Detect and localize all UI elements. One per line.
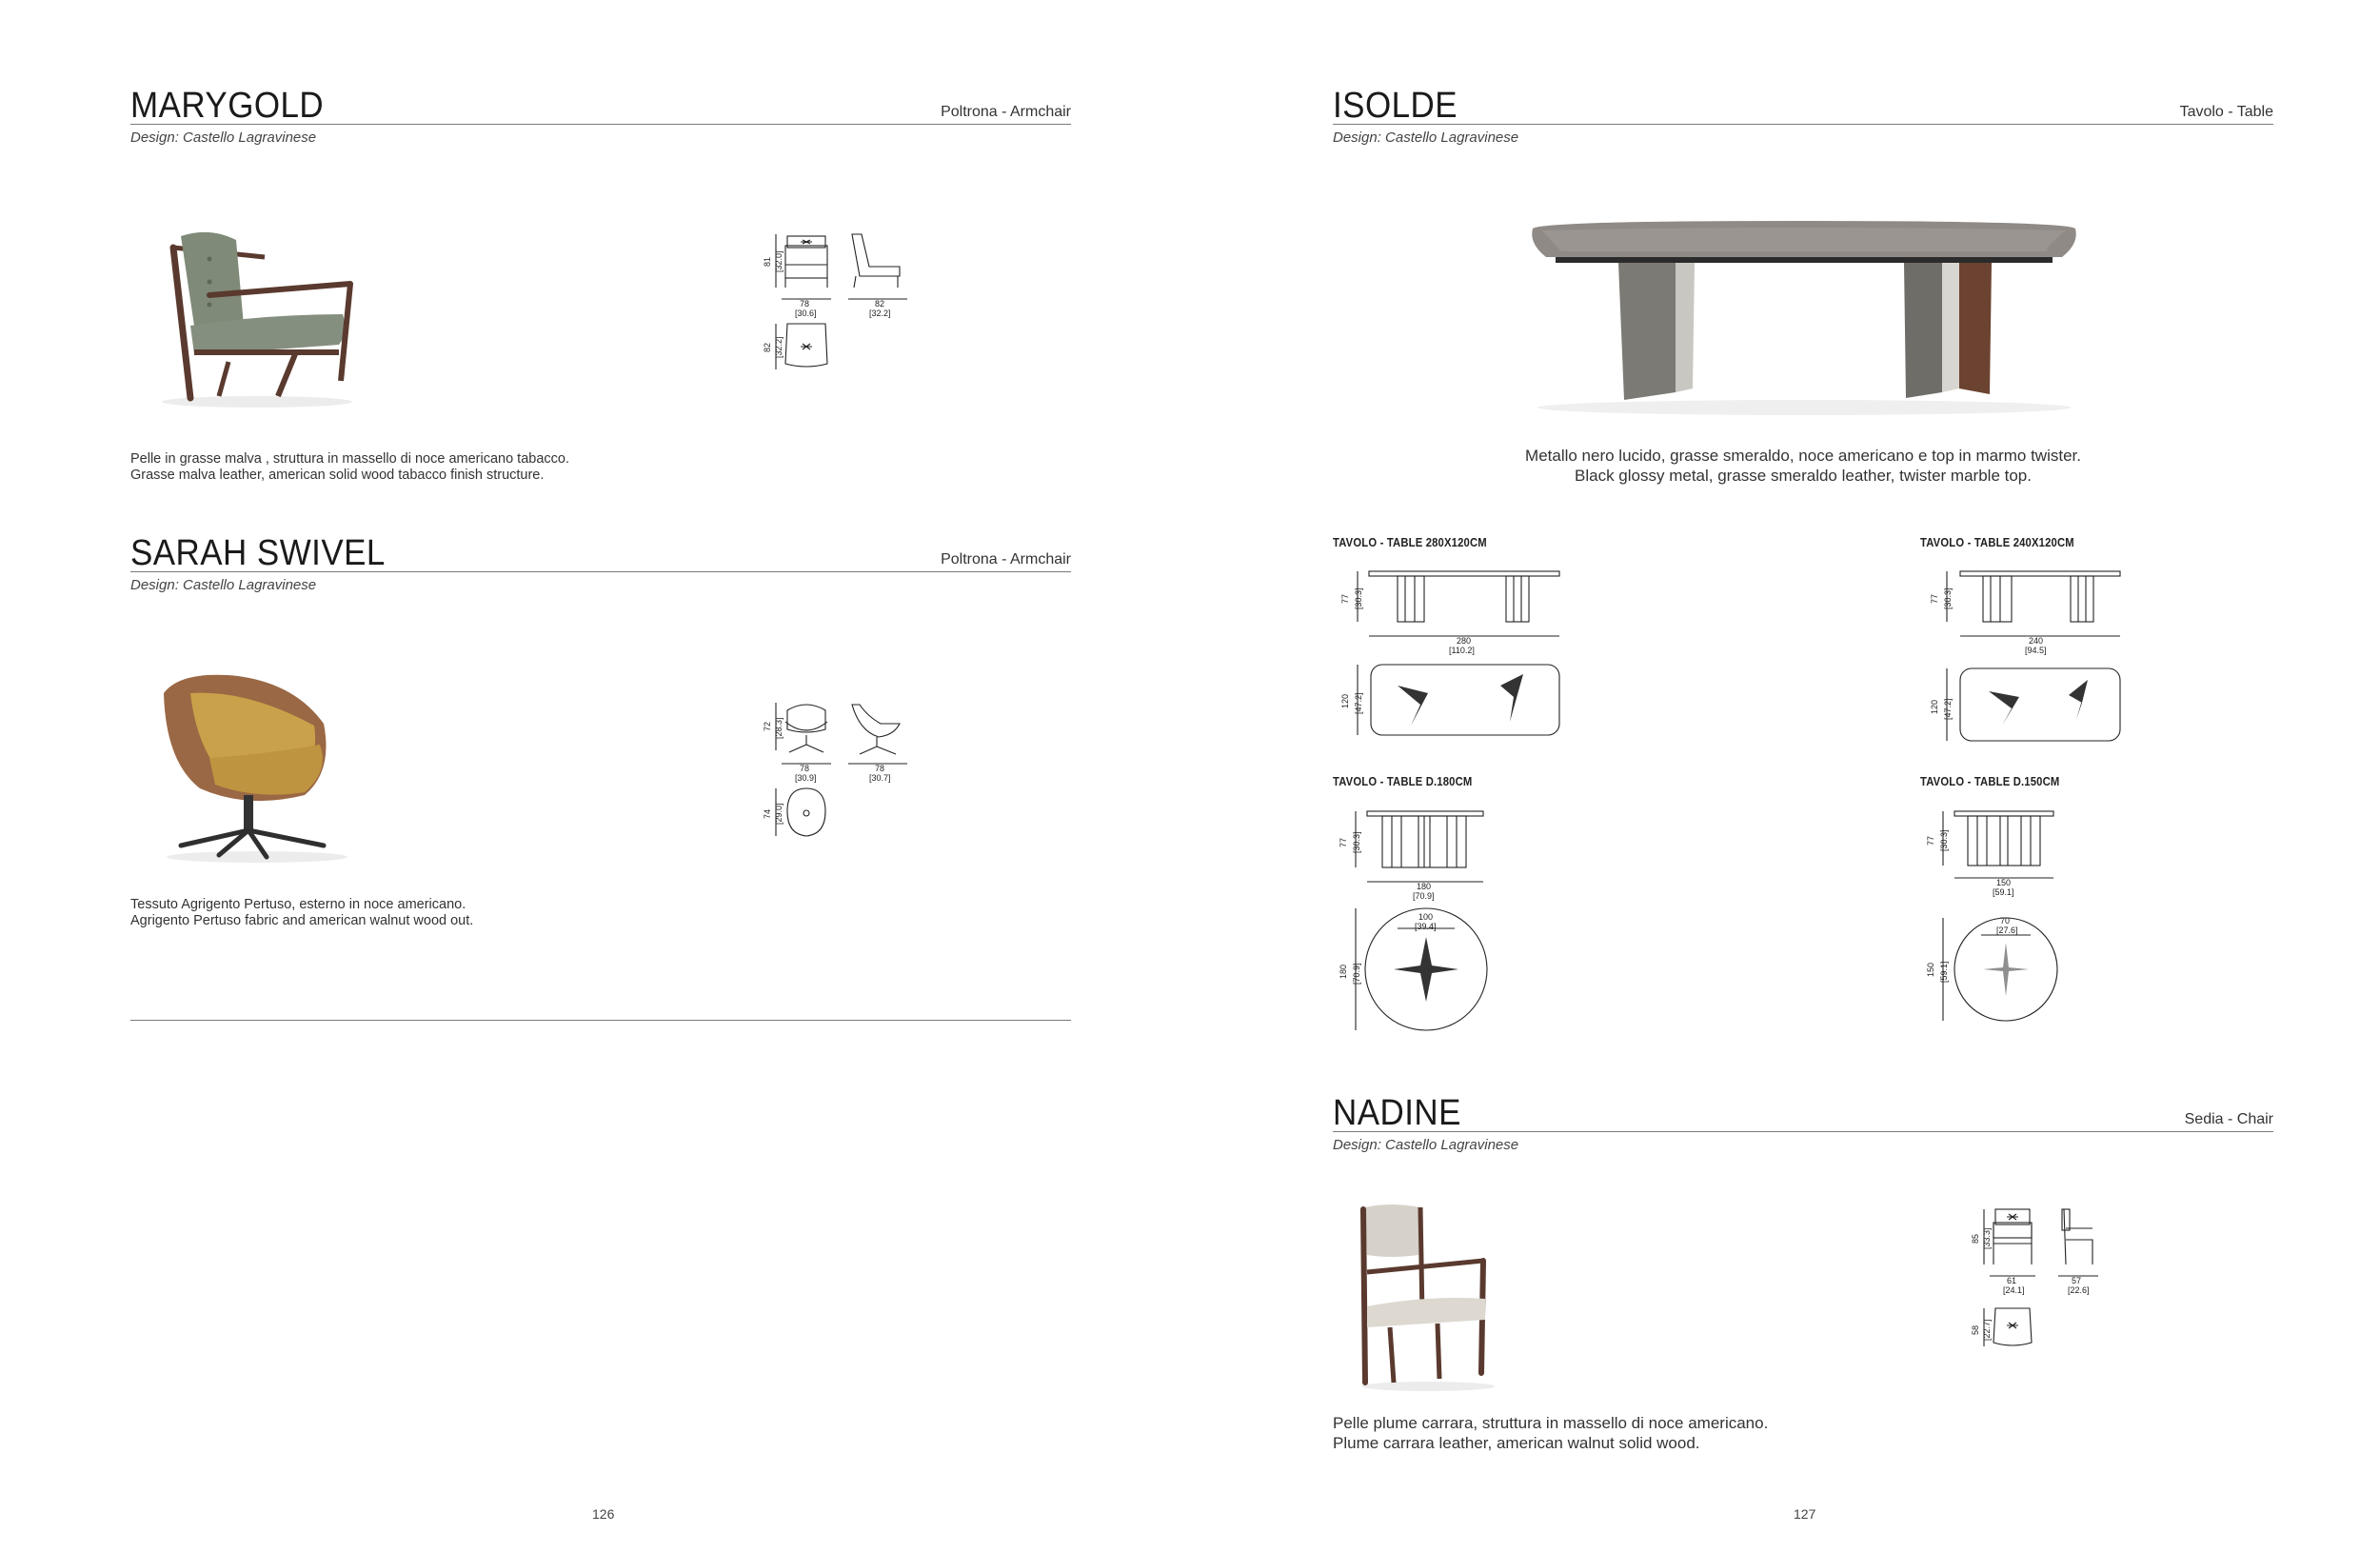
- product-category-marygold: Poltrona - Armchair: [941, 104, 1071, 120]
- svg-text:[30.3]: [30.3]: [1352, 831, 1361, 853]
- description-isolde: Metallo nero lucido, grasse smeraldo, noce americano e top in marmo twister. Black glossy metal, grasse smeraldo leather, twister marble top.: [1525, 447, 2081, 485]
- svg-text:72: 72: [763, 721, 772, 731]
- product-title-marygold: MARYGOLD: [130, 86, 325, 126]
- svg-text:[39.4]: [39.4]: [1415, 922, 1437, 931]
- header-rule: [1333, 124, 2273, 125]
- designer-nadine: Design: Castello Lagravinese: [1333, 1137, 1519, 1153]
- svg-text:[70.9]: [70.9]: [1352, 963, 1361, 985]
- svg-text:[32.2]: [32.2]: [774, 336, 783, 358]
- product-category-isolde: Tavolo - Table: [2179, 104, 2273, 120]
- svg-text:100: 100: [1418, 912, 1434, 922]
- svg-text:[30.3]: [30.3]: [1939, 829, 1949, 851]
- svg-text:82: 82: [875, 299, 885, 309]
- svg-text:[30.3]: [30.3]: [1943, 587, 1953, 609]
- svg-text:[47.2]: [47.2]: [1354, 692, 1363, 714]
- product-title-sarah-swivel: SARAH SWIVEL: [130, 533, 386, 573]
- svg-text:[110.2]: [110.2]: [1449, 646, 1475, 655]
- svg-text:85: 85: [1971, 1233, 1980, 1244]
- header-rule: [130, 124, 1071, 125]
- svg-text:[27.6]: [27.6]: [1996, 926, 2018, 935]
- nadine-technical-drawing: [1959, 1202, 2121, 1383]
- svg-text:78: 78: [875, 764, 885, 773]
- description-nadine: Pelle plume carrara, struttura in massello di noce americano. Plume carrara leather, american walnut solid wood.: [1333, 1414, 1769, 1452]
- svg-text:[30.6]: [30.6]: [795, 309, 817, 318]
- svg-text:[70.9]: [70.9]: [1413, 891, 1435, 901]
- svg-text:70: 70: [2000, 916, 2011, 926]
- svg-text:61: 61: [2007, 1276, 2017, 1285]
- svg-text:58: 58: [1971, 1324, 1980, 1335]
- svg-text:77: 77: [1926, 835, 1935, 846]
- svg-text:[28.3]: [28.3]: [774, 717, 783, 739]
- header-rule: [1333, 1131, 2273, 1132]
- description-marygold: Pelle in grasse malva , struttura in massello di noce americano tabacco. Grasse malva leather, american solid wood tabacco finish structure.: [130, 451, 569, 483]
- svg-text:[22.6]: [22.6]: [2068, 1285, 2090, 1295]
- svg-text:[94.5]: [94.5]: [2025, 646, 2047, 655]
- svg-text:240: 240: [2029, 636, 2044, 646]
- svg-text:[32.0]: [32.0]: [774, 250, 783, 272]
- svg-text:[22.7]: [22.7]: [1982, 1319, 1992, 1341]
- svg-text:77: 77: [1339, 837, 1348, 847]
- svg-text:74: 74: [763, 808, 772, 819]
- table-d180-drawing: [1333, 800, 1552, 1038]
- svg-text:180: 180: [1339, 964, 1348, 979]
- svg-text:[47.2]: [47.2]: [1943, 698, 1953, 720]
- svg-text:78: 78: [800, 299, 810, 309]
- variant-label-240x120: TAVOLO - TABLE 240X120CM: [1920, 536, 2074, 549]
- svg-text:150: 150: [1996, 878, 2012, 887]
- svg-text:[59.1]: [59.1]: [1939, 961, 1949, 983]
- designer-isolde: Design: Castello Lagravinese: [1333, 129, 1519, 146]
- svg-text:280: 280: [1457, 636, 1472, 646]
- marygold-technical-drawing: [757, 229, 923, 400]
- svg-text:[32.2]: [32.2]: [869, 309, 891, 318]
- svg-text:120: 120: [1930, 699, 1939, 714]
- svg-text:[30.3]: [30.3]: [1354, 587, 1363, 609]
- svg-text:150: 150: [1926, 962, 1935, 977]
- svg-text:77: 77: [1340, 593, 1350, 604]
- svg-text:[30.7]: [30.7]: [869, 773, 891, 783]
- header-rule: [130, 571, 1071, 572]
- variant-label-d150: TAVOLO - TABLE D.150CM: [1920, 775, 2060, 788]
- section-divider: [130, 1020, 1071, 1021]
- product-title-isolde: ISOLDE: [1333, 86, 1458, 126]
- description-sarah-swivel: Tessuto Agrigento Pertuso, esterno in noce americano. Agrigento Pertuso fabric and american walnut wood out.: [130, 897, 474, 928]
- nadine-chair-image: [1352, 1202, 1504, 1392]
- svg-text:120: 120: [1340, 693, 1350, 708]
- product-category-nadine: Sedia - Chair: [2184, 1111, 2273, 1127]
- svg-text:82: 82: [763, 342, 772, 352]
- table-280x120-drawing: [1333, 562, 1571, 752]
- designer-marygold: Design: Castello Lagravinese: [130, 129, 317, 146]
- sarah-swivel-technical-drawing: [757, 697, 923, 868]
- svg-text:78: 78: [800, 764, 810, 773]
- svg-text:57: 57: [2072, 1276, 2082, 1285]
- variant-label-280x120: TAVOLO - TABLE 280X120CM: [1333, 536, 1487, 549]
- svg-text:[29.0]: [29.0]: [774, 803, 783, 825]
- svg-text:77: 77: [1930, 593, 1939, 604]
- page-number-right: 127: [1794, 1506, 1816, 1522]
- variant-label-d180: TAVOLO - TABLE D.180CM: [1333, 775, 1473, 788]
- svg-text:[30.9]: [30.9]: [795, 773, 817, 783]
- table-240x120-drawing: [1920, 562, 2158, 752]
- table-d150-drawing: [1920, 800, 2139, 1038]
- marygold-armchair-image: [152, 219, 362, 409]
- svg-text:[24.1]: [24.1]: [2003, 1285, 2025, 1295]
- svg-text:180: 180: [1417, 882, 1432, 891]
- product-category-sarah-swivel: Poltrona - Armchair: [941, 551, 1071, 567]
- svg-text:81: 81: [763, 256, 772, 267]
- isolde-table-image: [1514, 217, 2094, 427]
- svg-text:[33.3]: [33.3]: [1982, 1227, 1992, 1249]
- product-title-nadine: NADINE: [1333, 1093, 1461, 1133]
- page-number-left: 126: [592, 1506, 615, 1522]
- sarah-swivel-armchair-image: [152, 667, 362, 866]
- designer-sarah-swivel: Design: Castello Lagravinese: [130, 577, 317, 593]
- svg-text:[59.1]: [59.1]: [1993, 887, 2014, 897]
